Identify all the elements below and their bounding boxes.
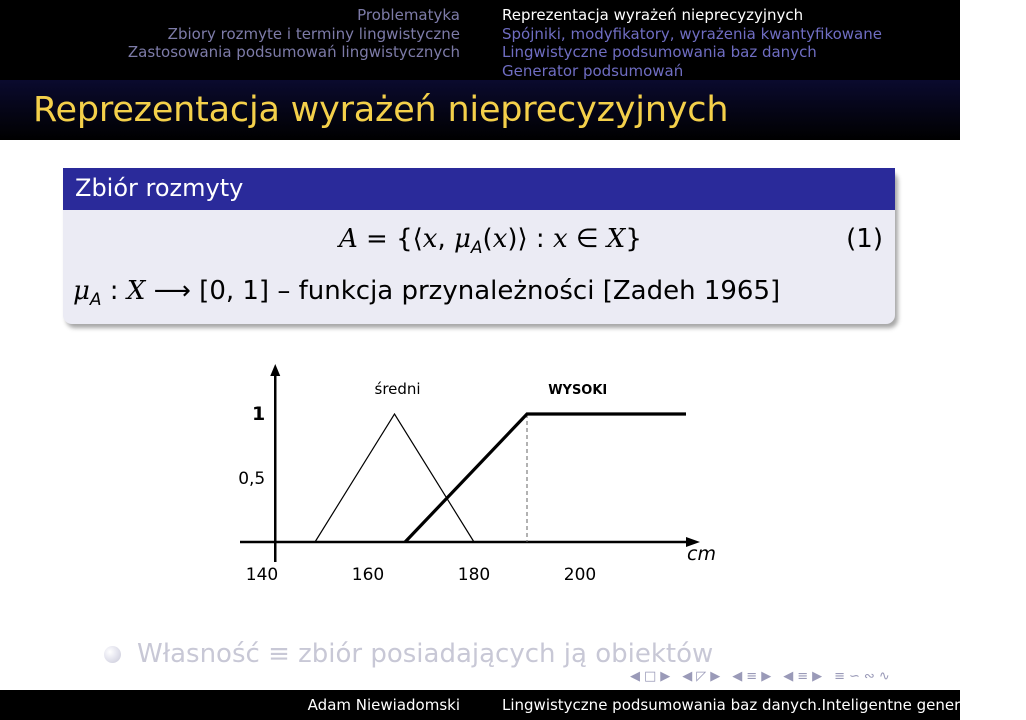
nav-subsection-spojniki[interactable]: Spójniki, modyfikatory, wyrażenia kwantyfikowane	[502, 24, 882, 43]
mu-symbol: μ	[73, 276, 90, 306]
nav-section-zbiory-rozmyte[interactable]: Zbiory rozmyte i terminy lingwistyczne	[167, 24, 460, 43]
block-body	[63, 210, 895, 324]
nav-undo-icon[interactable]: ∽	[849, 668, 860, 684]
eq-set-A: A	[339, 224, 358, 254]
nav-section-zastosowania[interactable]: Zastosowania podsumowań lingwistycznych	[127, 43, 460, 61]
nav-next-icon[interactable]: ▶	[710, 668, 721, 684]
eq-universe: X	[606, 224, 626, 254]
top-navigation-bar	[0, 0, 960, 80]
nav-redo-icon[interactable]: ∿	[878, 668, 890, 684]
nav-next-icon[interactable]: ▶	[812, 668, 823, 684]
nav-prev-icon[interactable]: ◀	[630, 668, 640, 684]
x-tick-label: 140	[245, 565, 279, 585]
nav-doc-icon[interactable]: ≡	[797, 668, 809, 684]
x-axis-label: cm	[687, 543, 716, 565]
eq-mu-sub: A	[470, 238, 483, 258]
eq-paren: (	[482, 224, 493, 254]
frame-title: Reprezentacja wyrażeń nieprecyzyjnych	[33, 90, 729, 130]
y-axis-arrow-icon	[270, 364, 280, 376]
nav-subsection-podsumowania[interactable]: Lingwistyczne podsumowania baz danych	[502, 43, 817, 61]
nav-prev-icon[interactable]: ◀	[682, 668, 693, 684]
eq-mu: μ	[453, 224, 471, 254]
nav-frame-icon[interactable]: □	[644, 668, 657, 684]
bullet-item	[104, 634, 713, 674]
nav-subsection-icon[interactable]: ◸	[696, 668, 707, 684]
fuzzy-set-equation	[339, 224, 642, 258]
eq-close: )⟩ :	[507, 224, 553, 254]
eq-in: ∈	[567, 224, 607, 254]
block-title: Zbiór rozmyty	[63, 168, 895, 210]
x-tick-label: 200	[563, 565, 597, 585]
eq-equals: = {⟨	[357, 224, 423, 254]
mu-dash: –	[269, 276, 299, 306]
label-sredni: średni	[374, 380, 421, 398]
x-tick-label: 180	[457, 565, 491, 585]
definition-block	[63, 168, 895, 324]
eq-x2: x	[492, 224, 508, 254]
frame-title-bar	[0, 80, 960, 140]
nav-prev-icon[interactable]: ◀	[732, 668, 743, 684]
label-wysoki: WYSOKI	[548, 383, 608, 398]
nav-next-icon[interactable]: ▶	[660, 668, 671, 684]
membership-chart	[232, 362, 724, 594]
bullet-ball-icon	[104, 646, 121, 663]
mu-sub: A	[89, 290, 102, 310]
mu-description: funkcja przynależności [Zadeh 1965]	[298, 276, 781, 306]
mu-interval: [0, 1]	[199, 276, 270, 306]
beamer-navigation-symbols	[628, 666, 892, 686]
y-tick-label: 1	[252, 403, 266, 425]
nav-subsection-generator[interactable]: Generator podsumowań	[502, 61, 684, 80]
nav-section-icon[interactable]: ≡	[746, 668, 758, 684]
equation-number: (1)	[846, 224, 883, 254]
eq-x3: x	[552, 224, 568, 254]
bullet-text: Własność ≡ zbiór posiadających ją obiektów	[137, 639, 714, 669]
series-line-2	[405, 414, 686, 542]
nav-search-icon[interactable]: ∾	[863, 668, 875, 684]
footer-author: Adam Niewiadomski	[307, 696, 460, 714]
eq-brace: }	[625, 224, 642, 254]
series-line-1	[315, 414, 474, 542]
section-nav	[0, 0, 480, 80]
x-tick-label: 160	[351, 565, 385, 585]
membership-definition	[73, 276, 780, 310]
mu-arrow: ⟶	[145, 276, 200, 306]
nav-section-problematyka[interactable]: Problematyka	[357, 6, 460, 24]
nav-next-icon[interactable]: ▶	[761, 668, 772, 684]
mu-colon: :	[101, 276, 127, 306]
footer-bar	[0, 690, 1026, 720]
mu-universe: X	[126, 276, 146, 306]
nav-subsection-active[interactable]: Reprezentacja wyrażeń nieprecyzyjnych	[502, 6, 804, 24]
eq-x: x	[422, 224, 438, 254]
nav-prev-icon[interactable]: ◀	[783, 668, 794, 684]
eq-comma: ,	[437, 224, 454, 254]
nav-menu-icon[interactable]: ≡	[834, 668, 846, 684]
y-tick-label: 0,5	[238, 469, 266, 489]
footer-title: Lingwistyczne podsumowania baz danych.Inteligentne generowanie s	[502, 696, 1026, 714]
subsection-nav	[480, 0, 960, 80]
